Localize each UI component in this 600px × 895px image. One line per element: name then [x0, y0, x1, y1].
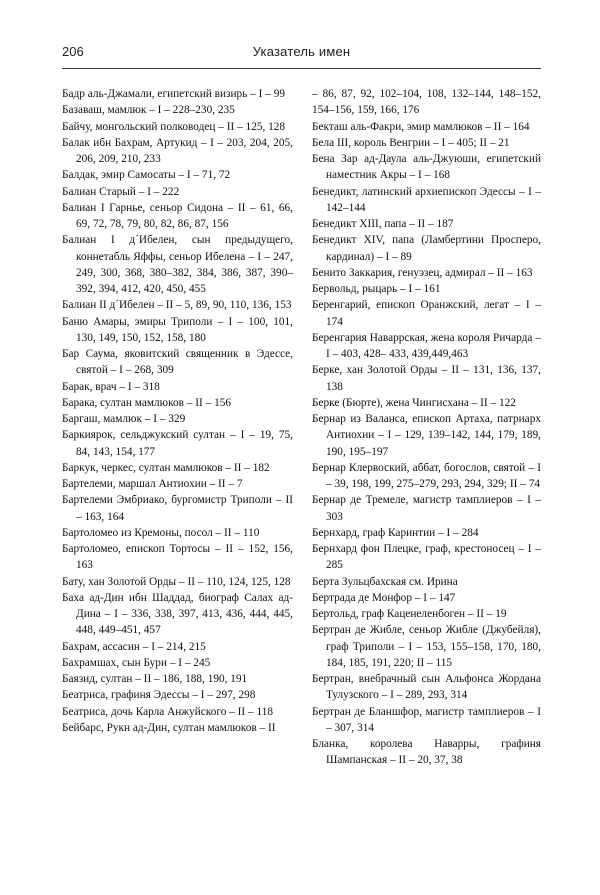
index-entry: Бартоломео из Кремоны, посол – II – 110 — [62, 526, 260, 539]
index-entry: Бертран, внебрачный сын Альфонса Жордана Тулузского – I – 289, 293, 314 — [312, 673, 541, 702]
index-entry: Базаваш, мамлюк – I – 228–230, 235 — [62, 104, 235, 117]
index-entry: Беренгария Наваррская, жена короля Ричарда – I – 403, 428– 433, 439,449,463 — [312, 331, 541, 360]
index-entry: Бела III, король Венгрии – I – 405; II – 21 — [312, 136, 510, 149]
index-entry: Бату, хан Золотой Орды – II – 110, 124, 125, 128 — [62, 575, 291, 588]
index-entry: Бахрамшах, сын Бури – I – 245 — [62, 656, 211, 669]
index-entry: Бартелеми, маршал Антиохии – II – 7 — [62, 478, 243, 490]
index-entry: Берке, хан Золотой Орды – II – 131, 136, 137, 138 — [312, 364, 541, 393]
index-entry: Бертрада де Монфор – I – 147 — [312, 591, 456, 604]
index-entry: Бахрам, ассасин – I – 214, 215 — [62, 640, 206, 653]
index-entry: Бартелеми Эмбриако, бургомистр Триполи – II – 163, 164 — [62, 494, 293, 523]
index-entry: Бенедикт XIV, папа (Ламбертини Просперо, кардинал) – I – 89 — [312, 234, 541, 263]
index-entry: Бланка, королева Наварры, графиня Шампанская – II – 20, 37, 38 — [312, 738, 541, 767]
index-entry: Баню Амары, эмиры Триполи – I – 100, 101, 130, 149, 150, 152, 158, 180 — [62, 315, 293, 344]
index-entry: Бертран де Жибле, сеньор Жибле (Джубейля), граф Триполи – I – 153, 155–158, 170, 180, 184, 185, 191, 220; II – 115 — [312, 624, 541, 669]
index-entry: Балиан I д´Ибелен, сын предыдущего, коннетабль Яффы, сеньор Ибелена – I – 247, 249, 300, 368, 380–382, 384, 386, 387, 390–392, 394, 412, 420, 450, 455 — [62, 234, 293, 295]
index-entry: Беренгарий, епископ Оранжский, легат – I – 174 — [312, 299, 541, 328]
index-entry: Балиан I Гарнье, сеньор Сидона – II – 61, 66, 69, 72, 78, 79, 80, 82, 86, 87, 156 — [62, 201, 293, 230]
index-entry: Бертран де Бланшфор, магистр тамплиеров – I – 307, 314 — [312, 705, 541, 734]
index-entry: Бервольд, рыцарь – I – 161 — [312, 283, 441, 295]
index-entry: Баязид, султан – II – 186, 188, 190, 191 — [62, 673, 248, 685]
header-rule — [62, 68, 541, 69]
index-entry: Берке (Бюрте), жена Чингисхана – II – 122 — [312, 396, 516, 409]
index-entry: Бернхард фон Плецке, граф, крестоносец – I – 285 — [312, 543, 541, 572]
index-entry: Бернар де Тремеле, магистр тамплиеров – I – 303 — [312, 494, 541, 523]
index-entry: Баркиярок, сельджукский султан – I – 19, 75, 84, 143, 154, 177 — [62, 429, 293, 458]
index-entry: Бекташ аль-Факри, эмир мамлюков – II – 164 — [312, 120, 530, 133]
index-entry: Баха ад-Дин ибн Шаддад, биограф Салах ад-Дина – I – 336, 338, 397, 413, 436, 444, 445, 448, 449–451, 457 — [62, 591, 293, 637]
index-entry: Байчу, монгольский полководец – II – 125, 128 — [62, 120, 286, 133]
index-entry: Бенедикт, латинский архиепископ Эдессы – I – 142–144 — [312, 185, 541, 214]
index-entry: Берта Зульцбахская см. Ирина — [312, 575, 458, 588]
index-entry: Балиан Старый – I – 222 — [62, 185, 180, 198]
index-entry: Беатриса, дочь Карла Анжуйского – II – 118 — [62, 705, 274, 718]
index-entry: Барак, врач – I – 318 — [62, 380, 160, 393]
index-entry: Баргаш, мамлюк – I – 329 — [62, 413, 186, 425]
index-entry: Бертольд, граф Каценеленбоген – II – 19 — [312, 608, 507, 620]
index-entry: Балиан II д´Ибелен – II – 5, 89, 90, 110, 136, 153 — [62, 299, 292, 312]
index-entry: Бартоломео, епископ Тортосы – II – 152, 156, 163 — [62, 543, 293, 572]
index-entry: Бернхард, граф Каринтии – I – 284 — [312, 526, 479, 539]
index-entry-continuation: – 86, 87, 92, 102–104, 108, 132–144, 148–152, 154–156, 159, 166, 176 — [312, 88, 541, 117]
index-entry: Бернар Клервоский, аббат, богослов, святой – I – 39, 198, 199, 275–279, 293, 294, 329; II – 74 — [312, 461, 541, 490]
page-number: 206 — [62, 44, 84, 59]
index-entry: Бернар из Валанса, епископ Артаха, патриарх Антиохии – I – 129, 139–142, 144, 179, 189, 190, 195–197 — [312, 413, 541, 458]
index-entry: Бадр аль-Джамали, египетский визирь – I – 99 — [62, 88, 286, 100]
index-entry: Бейбарс, Рукн ад-Дин, султан мамлюков – II — [62, 721, 276, 734]
index-entry: Баркук, черкес, султан мамлюков – II – 182 — [62, 461, 270, 474]
index-column-right — [312, 86, 541, 769]
index-column-left — [62, 86, 293, 736]
index-entry: Бар Саума, яковитский священник в Эдессе, святой – I – 268, 309 — [62, 348, 293, 377]
index-entry: Бенедикт XIII, папа – II – 187 — [312, 218, 454, 230]
index-entry: Бена Зар ад-Даула аль-Джуюши, египетский наместник Акры – I – 168 — [312, 153, 541, 182]
index-entry: Барака, султан мамлюков – II – 156 — [62, 396, 232, 409]
index-entry: Балдак, эмир Самосаты – I – 71, 72 — [62, 169, 231, 182]
index-entry: Бенито Заккария, генуэзец, адмирал – II – 163 — [312, 266, 533, 279]
index-entry: Беатриса, графиня Эдессы – I – 297, 298 — [62, 689, 256, 702]
index-entry: Балак ибн Бахрам, Артукид – I – 203, 204, 205, 206, 209, 210, 233 — [62, 136, 293, 165]
running-title: Указатель имен — [252, 44, 351, 59]
